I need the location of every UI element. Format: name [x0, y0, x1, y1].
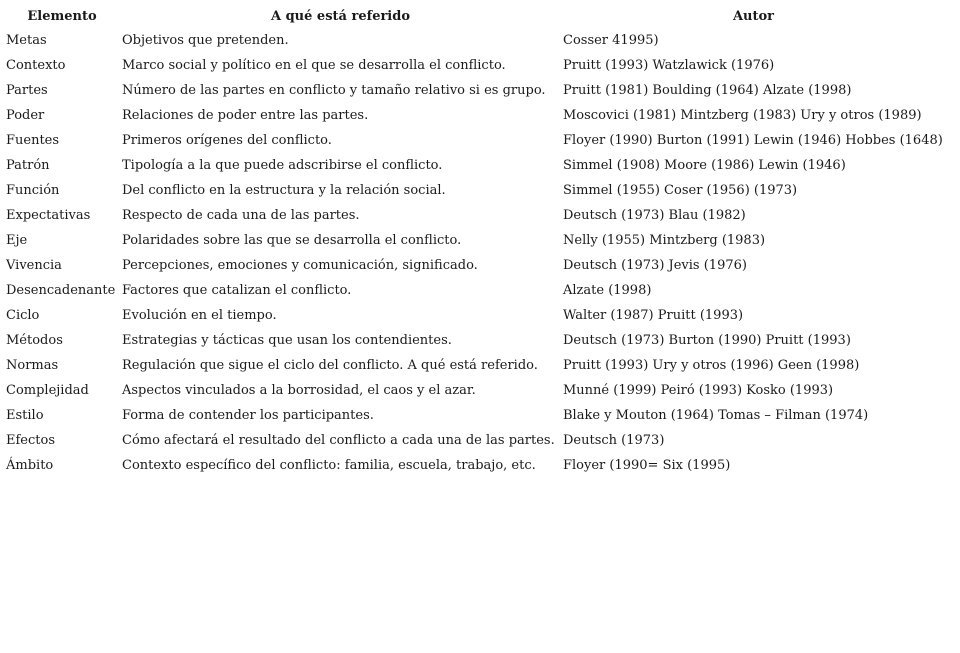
table-row	[4, 453, 946, 478]
table-row	[4, 178, 946, 203]
cell-referido: Contexto específico del conflicto: familia, escuela, trabajo, etc.	[122, 458, 536, 473]
cell-referido: Factores que catalizan el conflicto.	[122, 283, 352, 298]
cell-autor: Blake y Mouton (1964) Tomas – Filman (1974)	[563, 408, 869, 423]
table-row	[4, 428, 946, 453]
cell-autor: Alzate (1998)	[563, 283, 652, 298]
table-row	[4, 153, 946, 178]
cell-elemento: Eje	[6, 233, 28, 248]
table-row	[4, 203, 946, 228]
cell-elemento: Fuentes	[6, 133, 60, 148]
cell-elemento: Expectativas	[6, 208, 91, 223]
cell-autor: Pruitt (1993) Ury y otros (1996) Geen (1998)	[563, 358, 860, 373]
cell-referido: Primeros orígenes del conflicto.	[122, 133, 332, 148]
cell-referido: Objetivos que pretenden.	[122, 33, 289, 48]
header-autor: Autor	[732, 9, 775, 24]
table-row	[4, 128, 946, 153]
cell-elemento: Efectos	[6, 433, 55, 448]
cell-elemento: Complejidad	[6, 383, 89, 398]
table-row	[4, 78, 946, 103]
conflict-elements-table	[4, 6, 946, 478]
cell-autor: Nelly (1955) Mintzberg (1983)	[563, 233, 766, 248]
cell-elemento: Metas	[6, 33, 47, 48]
cell-referido: Número de las partes en conflicto y tamaño relativo si es grupo.	[122, 83, 546, 98]
header-referido: A qué está referido	[270, 9, 411, 24]
cell-autor: Deutsch (1973) Blau (1982)	[563, 208, 746, 223]
cell-referido: Percepciones, emociones y comunicación, significado.	[122, 258, 478, 273]
table-row	[4, 253, 946, 278]
cell-autor: Munné (1999) Peiró (1993) Kosko (1993)	[563, 383, 834, 398]
table-row	[4, 378, 946, 403]
cell-autor: Floyer (1990) Burton (1991) Lewin (1946) Hobbes (1648)	[563, 133, 943, 148]
cell-elemento: Vivencia	[6, 258, 62, 273]
cell-referido: Relaciones de poder entre las partes.	[122, 108, 369, 123]
cell-autor: Simmel (1908) Moore (1986) Lewin (1946)	[563, 158, 846, 173]
table-row	[4, 403, 946, 428]
table-header	[4, 6, 946, 28]
cell-elemento: Estilo	[6, 408, 44, 423]
cell-elemento: Poder	[6, 108, 45, 123]
table-row	[4, 328, 946, 353]
cell-referido: Regulación que sigue el ciclo del conflicto. A qué está referido.	[122, 358, 538, 373]
cell-referido: Tipología a la que puede adscribirse el conflicto.	[122, 158, 443, 173]
cell-autor: Deutsch (1973)	[563, 433, 665, 448]
cell-elemento: Normas	[6, 358, 59, 373]
cell-referido: Forma de contender los participantes.	[122, 408, 374, 423]
cell-referido: Aspectos vinculados a la borrosidad, el caos y el azar.	[122, 383, 476, 398]
cell-elemento: Desencadenante	[6, 283, 116, 298]
cell-autor: Deutsch (1973) Jevis (1976)	[563, 258, 747, 273]
cell-referido: Cómo afectará el resultado del conflicto a cada una de las partes.	[122, 433, 555, 448]
cell-referido: Polaridades sobre las que se desarrolla el conflicto.	[122, 233, 462, 248]
cell-autor: Pruitt (1993) Watzlawick (1976)	[563, 58, 775, 73]
cell-referido: Del conflicto en la estructura y la relación social.	[122, 183, 446, 198]
cell-autor: Floyer (1990= Six (1995)	[563, 458, 731, 473]
cell-elemento: Función	[6, 183, 60, 198]
cell-autor: Walter (1987) Pruitt (1993)	[563, 308, 744, 323]
cell-elemento: Partes	[6, 83, 48, 98]
cell-elemento: Contexto	[6, 58, 66, 73]
table-row	[4, 278, 946, 303]
cell-autor: Simmel (1955) Coser (1956) (1973)	[563, 183, 798, 198]
cell-referido: Estrategias y tácticas que usan los contendientes.	[122, 333, 452, 348]
cell-elemento: Patrón	[6, 158, 50, 173]
table-row	[4, 353, 946, 378]
cell-autor: Deutsch (1973) Burton (1990) Pruitt (1993)	[563, 333, 851, 348]
cell-elemento: Ciclo	[6, 308, 40, 323]
cell-referido: Evolución en el tiempo.	[122, 308, 277, 323]
header-row	[4, 6, 946, 28]
cell-referido: Respecto de cada una de las partes.	[122, 208, 360, 223]
cell-elemento: Métodos	[6, 333, 63, 348]
cell-referido: Marco social y político en el que se desarrolla el conflicto.	[122, 58, 506, 73]
cell-elemento: Ámbito	[6, 458, 54, 473]
header-elemento: Elemento	[27, 9, 97, 24]
cell-autor: Moscovici (1981) Mintzberg (1983) Ury y otros (1989)	[563, 108, 922, 123]
table-row	[4, 303, 946, 328]
cell-autor: Cosser 41995)	[563, 33, 659, 48]
table-body	[4, 28, 946, 478]
table-row	[4, 228, 946, 253]
table-row	[4, 28, 946, 53]
cell-autor: Pruitt (1981) Boulding (1964) Alzate (1998)	[563, 83, 852, 98]
table-row	[4, 53, 946, 78]
table-row	[4, 103, 946, 128]
